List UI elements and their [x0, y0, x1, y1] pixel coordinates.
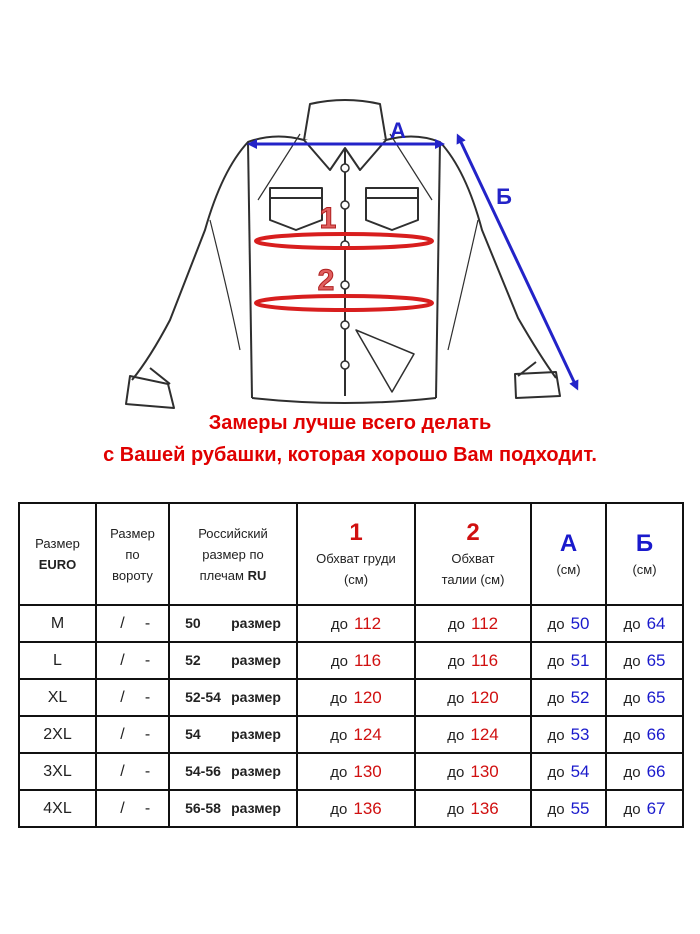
table-row [19, 716, 683, 753]
shoulder-a-value: 52 [570, 687, 590, 707]
waist-girth-value: 120 [470, 687, 499, 707]
size-table [18, 502, 684, 828]
header-a-label: А [559, 529, 578, 557]
header-shoulder-a [531, 503, 606, 605]
russian-size-cell [169, 605, 297, 642]
header-ru-line3: плечам [199, 567, 244, 583]
russian-size: 52 [185, 651, 201, 668]
euro-size: 4XL [43, 799, 72, 817]
shoulder-a-value: 51 [570, 650, 590, 670]
header-chest-number: 1 [349, 519, 363, 546]
shoulder-a-cell [531, 716, 606, 753]
prefix: до [330, 615, 348, 633]
prefix: до [623, 726, 641, 744]
header-euro-line2: EURO [38, 557, 77, 572]
sleeve-b-value: 65 [646, 650, 666, 670]
header-waist-number: 2 [466, 519, 480, 546]
header-chest-line1: Обхват груди [316, 551, 396, 566]
collar-size-cell [96, 605, 169, 642]
chest-girth-cell [297, 605, 415, 642]
header-waist-girth [415, 503, 531, 605]
prefix: до [447, 652, 465, 670]
label-a: А [390, 118, 406, 143]
waist-girth-cell [415, 679, 531, 716]
euro-size-cell [19, 790, 96, 827]
slash: / [120, 725, 125, 743]
collar-size-cell [96, 753, 169, 790]
prefix: до [623, 763, 641, 781]
header-collar-line2: по [125, 546, 140, 562]
header-chest-line2: (см) [343, 572, 369, 587]
euro-size-cell [19, 753, 96, 790]
table-row [19, 605, 683, 642]
chest-girth-cell [297, 716, 415, 753]
russian-size: 50 [185, 614, 201, 631]
waist-girth-cell [415, 753, 531, 790]
waist-girth-cell [415, 790, 531, 827]
prefix: до [623, 689, 641, 707]
slash: / [120, 688, 125, 706]
russian-size-cell [169, 716, 297, 753]
collar-size-cell [96, 790, 169, 827]
euro-size-cell [19, 679, 96, 716]
marker-2: 2 [317, 264, 335, 297]
prefix: до [330, 800, 348, 818]
prefix: до [330, 652, 348, 670]
prefix: до [330, 689, 348, 707]
euro-size: 2XL [43, 725, 72, 743]
waist-girth-value: 116 [471, 650, 499, 670]
russian-size-cell [169, 642, 297, 679]
prefix: до [447, 800, 465, 818]
table-header-row [19, 503, 683, 605]
waist-girth-value: 112 [471, 613, 499, 633]
shirt-measurement-figure [0, 0, 700, 410]
header-collar-size [96, 503, 169, 605]
waist-girth-cell [415, 605, 531, 642]
size-word: размер [231, 688, 281, 705]
prefix: до [547, 726, 565, 744]
measurement-note-line-1: Замеры лучше всего делать [208, 412, 492, 434]
chest-girth-value: 112 [354, 613, 382, 633]
size-table-body [19, 605, 683, 827]
prefix: до [623, 800, 641, 818]
sleeve-b-cell [606, 642, 683, 679]
prefix: до [447, 689, 465, 707]
prefix: до [447, 763, 465, 781]
size-word: размер [231, 651, 281, 668]
shoulder-a-value: 54 [570, 761, 590, 781]
slash: / [120, 614, 125, 632]
prefix: до [447, 615, 465, 633]
sleeve-b-cell [606, 716, 683, 753]
header-chest-girth [297, 503, 415, 605]
size-word: размер [231, 614, 281, 631]
shoulder-a-cell [531, 790, 606, 827]
waist-girth-cell [415, 642, 531, 679]
marker-1: 1 [319, 202, 337, 235]
chest-girth-value: 116 [354, 650, 382, 670]
sleeve-b-value: 65 [646, 687, 666, 707]
table-row [19, 679, 683, 716]
header-euro-size [19, 503, 96, 605]
size-word: размер [231, 725, 281, 742]
slash: / [120, 799, 125, 817]
prefix: до [547, 615, 565, 633]
collar-size-cell [96, 642, 169, 679]
shoulder-a-cell [531, 605, 606, 642]
header-ru-line2: размер по [202, 546, 264, 562]
russian-size: 54-56 [185, 762, 221, 779]
label-b: Б [496, 184, 512, 209]
table-row [19, 790, 683, 827]
dash: - [144, 688, 151, 706]
sleeve-b-value: 66 [646, 761, 666, 781]
sleeve-b-cell [606, 790, 683, 827]
header-euro-line1: Размер [35, 536, 80, 551]
prefix: до [547, 763, 565, 781]
sleeve-b-cell [606, 605, 683, 642]
header-collar-line1: Размер [110, 525, 155, 541]
chest-girth-value: 130 [353, 761, 382, 781]
chest-girth-cell [297, 790, 415, 827]
sleeve-b-value: 67 [646, 798, 666, 818]
header-russian-size [169, 503, 297, 605]
euro-size: L [53, 651, 62, 669]
size-word: размер [231, 799, 281, 816]
euro-size-cell [19, 642, 96, 679]
shoulder-a-value: 55 [570, 798, 590, 818]
collar-size-cell [96, 716, 169, 753]
russian-size: 52-54 [185, 688, 221, 705]
prefix: до [330, 763, 348, 781]
prefix: до [547, 652, 565, 670]
header-waist-line2: талии (см) [441, 572, 505, 587]
russian-size-cell [169, 790, 297, 827]
dash: - [144, 651, 151, 669]
sleeve-b-cell [606, 753, 683, 790]
prefix: до [623, 615, 641, 633]
dash: - [144, 725, 151, 743]
euro-size-cell [19, 716, 96, 753]
russian-size-cell [169, 753, 297, 790]
euro-size: XL [47, 688, 68, 706]
table-row [19, 642, 683, 679]
table-row [19, 753, 683, 790]
waist-girth-value: 136 [470, 798, 499, 818]
chest-girth-cell [297, 679, 415, 716]
dash: - [144, 614, 151, 632]
sleeve-b-value: 66 [646, 724, 666, 744]
dash: - [144, 799, 151, 817]
waist-girth-value: 130 [470, 761, 499, 781]
header-ru-line1: Российский [198, 525, 268, 541]
collar-size-cell [96, 679, 169, 716]
prefix: до [330, 726, 348, 744]
header-a-unit: (см) [556, 561, 581, 577]
sleeve-b-value: 64 [646, 613, 666, 633]
slash: / [120, 651, 125, 669]
slash: / [120, 762, 125, 780]
shoulder-a-cell [531, 642, 606, 679]
shoulder-a-value: 50 [570, 613, 590, 633]
shoulder-a-cell [531, 753, 606, 790]
sleeve-length-arrow [459, 138, 576, 386]
prefix: до [447, 726, 465, 744]
dash: - [144, 762, 151, 780]
header-sleeve-b [606, 503, 683, 605]
header-waist-line1: Обхват [451, 551, 495, 566]
waist-girth-value: 124 [470, 724, 499, 744]
shoulder-a-value: 53 [570, 724, 590, 744]
chest-girth-value: 124 [353, 724, 382, 744]
chest-girth-value: 136 [353, 798, 382, 818]
prefix: до [623, 652, 641, 670]
euro-size: 3XL [43, 762, 72, 780]
header-b-unit: (см) [632, 561, 657, 577]
waist-girth-cell [415, 716, 531, 753]
prefix: до [547, 689, 565, 707]
russian-size: 56-58 [185, 799, 221, 816]
euro-size: M [50, 614, 65, 632]
size-word: размер [231, 762, 281, 779]
measurement-note-line-2: с Вашей рубашки, которая хорошо Вам подходит. [103, 444, 597, 466]
prefix: до [547, 800, 565, 818]
header-ru-line3-bold: RU [247, 567, 267, 583]
chest-girth-cell [297, 642, 415, 679]
chest-girth-value: 120 [353, 687, 382, 707]
sleeve-b-cell [606, 679, 683, 716]
header-b-label: Б [635, 529, 654, 557]
header-collar-line3: вороту [112, 567, 153, 583]
russian-size: 54 [185, 725, 201, 742]
chest-girth-cell [297, 753, 415, 790]
russian-size-cell [169, 679, 297, 716]
shoulder-a-cell [531, 679, 606, 716]
euro-size-cell [19, 605, 96, 642]
